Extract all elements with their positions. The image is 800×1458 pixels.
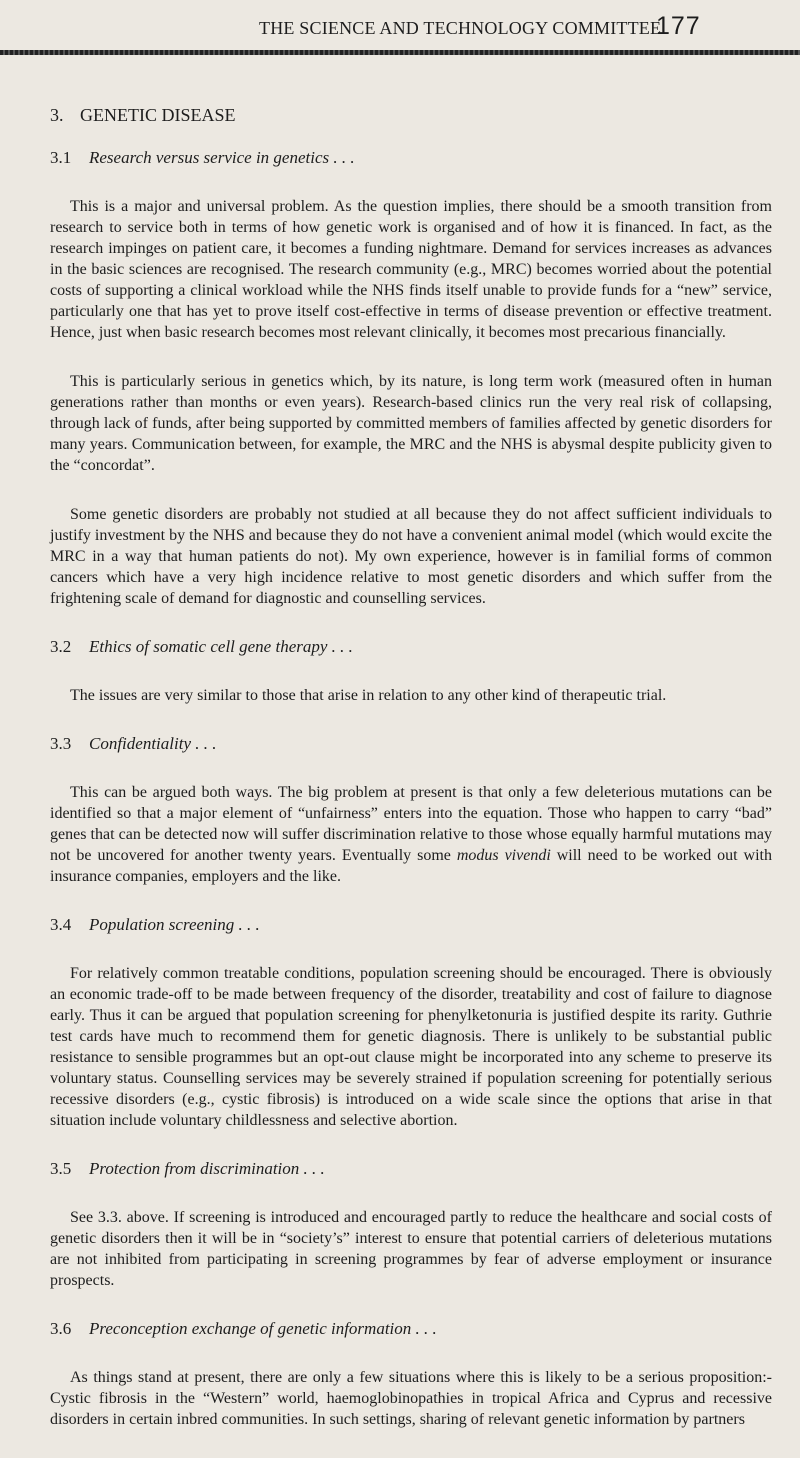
running-title: THE SCIENCE AND TECHNOLOGY COMMITTEE — [259, 18, 662, 38]
subsection-title: Ethics of somatic cell gene therapy . . . — [89, 637, 353, 656]
section-heading — [50, 105, 772, 126]
subsection-title: Confidentiality . . . — [89, 734, 217, 753]
subsection-number: 3.6 — [50, 1319, 72, 1338]
section-number: 3. — [50, 105, 64, 125]
subsection-title: Population screening . . . — [89, 915, 260, 934]
subsection-heading-3-2 — [50, 637, 772, 657]
paragraph: See 3.3. above. If screening is introduced and encouraged partly to reduce the healthcare and social costs of genetic disorders then it will be in “society’s” interest to ensure that potential carriers of deleterious mutations are not inhibited from participating in screening programmes by fear of adverse employment or insurance prospects. — [50, 1209, 772, 1289]
subsection-number: 3.3 — [50, 734, 72, 753]
subsection-title: Preconception exchange of genetic information . . . — [89, 1319, 437, 1338]
subsection-heading-3-1 — [50, 148, 772, 168]
subsection-number: 3.5 — [50, 1159, 72, 1178]
header-rule — [0, 50, 800, 55]
paragraph: The issues are very similar to those that arise in relation to any other kind of therapeutic trial. — [70, 687, 667, 704]
section-title: GENETIC DISEASE — [80, 105, 236, 125]
paragraph: This can be argued both ways. The big problem at present is that only a few deleterious mutations can be identified so that a major element of “unfairness” enters into the equation. Those who happen to carry “bad” genes that can be detected now will suffer discrimination relative to those whose equally harmful mutations may not be uncovered for another twenty years. Eventually some modus vivendi will need to be worked out with insurance companies, employers and the like. — [50, 784, 773, 885]
subsection-number: 3.4 — [50, 915, 72, 934]
document-body — [50, 105, 772, 1458]
paragraph: This is a major and universal problem. As the question implies, there should be a smooth transition from research to service both in terms of how genetic work is organised and of how it is financed. In fact, as the research impinges on patient care, it becomes a funding nightmare. Demand for services increases as advances in the basic sciences are recognised. The research community (e.g., MRC) becomes worried about the potential costs of supporting a clinical workload while the NHS finds itself unable to provide funds for a “new” service, particularly one that has yet to prove itself cost-effective in terms of disease prevention or effective treatment. Hence, just when basic research becomes most relevant clinically, it becomes most precarious financially. — [50, 198, 772, 341]
subsection-heading-3-4 — [50, 915, 772, 935]
subsection-heading-3-3 — [50, 734, 772, 754]
subsection-title: Research versus service in genetics . . . — [89, 148, 355, 167]
subsection-title: Protection from discrimination . . . — [89, 1159, 325, 1178]
subsection-number: 3.2 — [50, 637, 72, 656]
paragraph: This is particularly serious in genetics which, by its nature, is long term work (measured often in human generations rather than months or even years). Research-based clinics run the very real risk of collapsing, through lack of funds, after being supported by committed members of families affected by genetic disorders for many years. Communication between, for example, the MRC and the NHS is abysmal despite publicity given to the “concordat”. — [50, 373, 772, 474]
running-header — [0, 14, 800, 44]
subsection-number: 3.1 — [50, 148, 72, 167]
paragraph: For relatively common treatable conditions, population screening should be encouraged. There is obviously an economic trade-off to be made between frequency of the disorder, treatability and cost of failure to diagnose early. Thus it can be argued that population screening for phenylketonuria is justified despite its rarity. Guthrie test cards have much to recommend them for genetic diagnosis. There is unlikely to be substantial public resistance to sensible programmes but an opt-out clause might be incorporated into any scheme to preserve its voluntary status. Counselling services may be severely strained if population screening for potentially serious recessive disorders (e.g., cystic fibrosis) is introduced on a wide scale since the options that arise in that situation include voluntary childlessness and selective abortion. — [50, 965, 772, 1129]
subsection-heading-3-6 — [50, 1319, 772, 1339]
subsection-heading-3-5 — [50, 1159, 772, 1179]
page-number: 177 — [656, 12, 701, 40]
paragraph: Some genetic disorders are probably not studied at all because they do not affect sufficient individuals to justify investment by the NHS and because they do not have a convenient animal model (which would excite the MRC in a way that human patients do not). My own experience, however is in familial forms of common cancers which have a very high incidence relative to most genetic disorders and which suffer from the frightening scale of demand for diagnostic and counselling services. — [50, 506, 772, 607]
paragraph: As things stand at present, there are only a few situations where this is likely to be a serious proposition:- Cystic fibrosis in the “Western” world, haemoglobinopathies in tropical Africa and Cyprus and recessive disorders in certain inbred communities. In such settings, sharing of relevant genetic information by partners — [50, 1369, 772, 1428]
